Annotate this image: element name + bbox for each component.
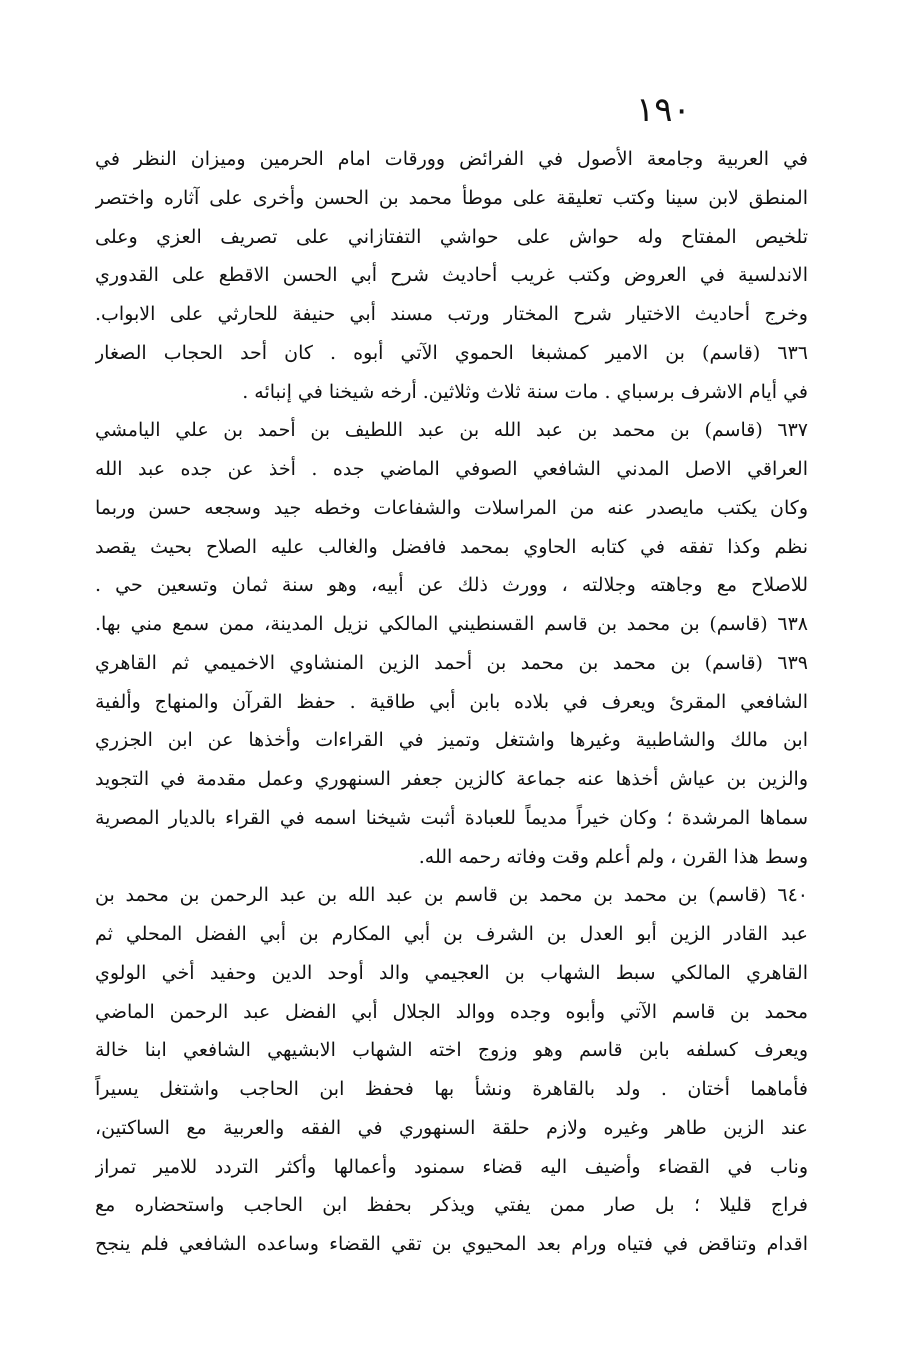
text-line: فراج قليلا ؛ بل صار ممن يفتي ويذكر بحفظ ابن الحاجب واستحضاره مع — [95, 1194, 808, 1217]
text-line: العراقي الاصل المدني الشافعي الصوفي الماضي جده . أخذ عن جده عبد الله — [95, 458, 808, 480]
body-text — [95, 140, 808, 1264]
page-number: ١٩٠ — [636, 90, 691, 130]
text-line: نظم وكذا تفقه في كتابه الحاوي بمحمد فافضل والغالب عليه الصلاح بحيث يقصد — [95, 535, 808, 558]
text-line: عند الزين طاهر وغيره ولازم حلقة السنهوري في الفقه والعربية مع الساكتين، — [95, 1116, 808, 1139]
text-line: والزين بن عياش أخذها عنه جماعة كالزين جعفر السنهوري وعمل مقدمة في التجويد — [95, 768, 808, 790]
text-line: فأماهما أختان . ولد بالقاهرة ونشأ بها فحفظ ابن الحاجب واشتغل يسيراً — [95, 1078, 808, 1100]
text-line: اقدام وتناقض في فتياه ورام بعد المحيوي بن تقي القضاء وساعده الشافعي فلم ينجح — [95, 1233, 808, 1255]
text-line: الشافعي المقرئ ويعرف في بلاده بابن أبي طاقية . حفظ القرآن والمنهاج وألفية — [95, 690, 808, 713]
text-line: ويعرف كسلفه بابن قاسم وهو وزوج اخته الشهاب الابشيهي الشافعي ابنا خالة — [95, 1039, 808, 1062]
entry-640-line: ٦٤٠ (قاسم) بن محمد بن محمد بن قاسم بن عبد الله بن عبد الرحمن بن محمد بن — [95, 884, 808, 907]
entry-638-line: ٦٣٨ (قاسم) بن محمد بن قاسم القسنطيني المالكي نزيل المدينة، ممن سمع مني بها. — [95, 613, 808, 635]
text-line: وناب في القضاء وأضيف اليه قضاء سمنود وأعمالها وأكثر التردد للامير تمراز — [95, 1155, 808, 1178]
entry-636-line: ٦٣٦ (قاسم) بن الامير كمشبغا الحموي الآتي أبوه . كان أحد الحجاب الصغار — [95, 341, 808, 364]
text-line: في أيام الاشرف برسباي . مات سنة ثلاث وثلاثين. أرخه شيخنا في إنبائه . — [242, 380, 808, 403]
text-line: تلخيص المفتاح وله حواش على حواشي التفتازاني على تصريف العزي وعلى — [95, 225, 808, 248]
text-line: وكان يكتب مايصدر عنه من المراسلات والشفاعات وخطه جيد وسجعه حسن وربما — [95, 496, 808, 519]
entry-637-line: ٦٣٧ (قاسم) بن محمد بن عبد الله بن عبد اللطيف بن أحمد بن علي اليامشي — [95, 419, 808, 442]
text-line: الاندلسية في العروض وكتب غريب أحاديث شرح أبي الحسن الاقطع على القدوري — [95, 264, 808, 287]
text-line: وخرج أحاديث الاختيار شرح المختار ورتب مسند أبي حنيفة للحارثي على الابواب. — [95, 303, 808, 325]
entry-639-line: ٦٣٩ (قاسم) بن محمد بن محمد بن أحمد الزين المنشاوي الاخميمي ثم القاهري — [95, 651, 808, 674]
text-line: القاهري المالكي سبط الشهاب بن العجيمي والد أوحد الدين وحفيد أخي الولوي — [95, 961, 808, 984]
text-line: في العربية وجامعة الأصول في الفرائض وورقات امام الحرمين وميزان النظر في — [95, 148, 808, 170]
text-line: للاصلاح مع وجاهته وجلالته ، وورث ذلك عن أبيه، وهو سنة ثمان وتسعين حي . — [95, 574, 808, 597]
text-line: سماها المرشدة ؛ وكان خيراً مديماً للعبادة أثبت شيخنا اسمه في القراء بالديار المصرية — [95, 806, 808, 829]
text-line: محمد بن قاسم الآتي وأبوه وجده ووالد الجلال أبي الفضل عبد الرحمن الماضي — [95, 1000, 808, 1023]
text-line: عبد القادر الزين أبو العدل بن الشرف بن أبي المكارم بن أبي الفضل المحلي ثم — [95, 923, 808, 945]
text-line: المنطق لابن سينا وكتب تعليقة على موطأ محمد بن الحسن وأخرى على آثاره واختصر — [95, 186, 808, 209]
text-line: وسط هذا القرن ، ولم أعلم وقت وفاته رحمه الله. — [418, 845, 808, 868]
text-line: ابن مالك والشاطبية وغيرها واشتغل وتميز في القراءات وأخذها عن ابن الجزري — [95, 729, 808, 752]
